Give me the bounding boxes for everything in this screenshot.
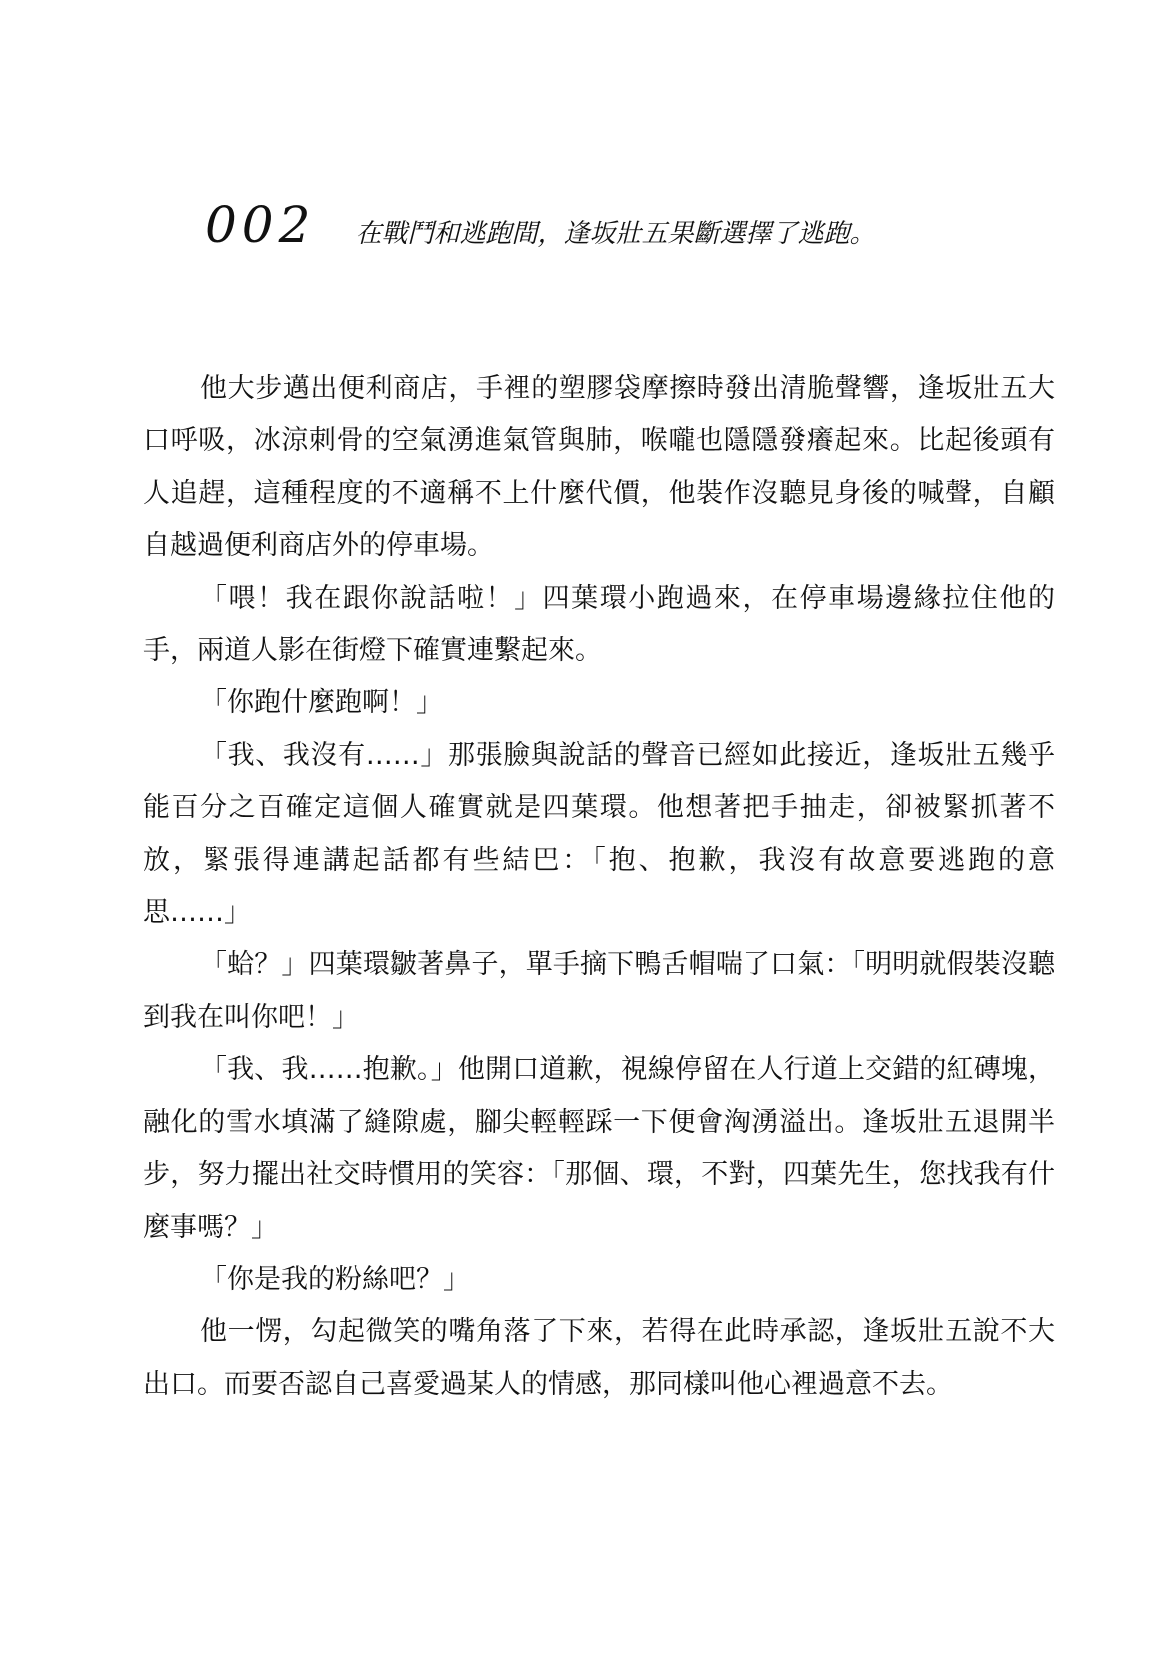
paragraph: 他一愣，勾起微笑的嘴角落了下來，若得在此時承認，逢坂壯五說不大出口。而要否認自己喜愛過某人的情感，那同樣叫他心裡過意不去。 [143, 1316, 1055, 1400]
paragraph: 「喂！我在跟你說話啦！」四葉環小跑過來，在停車場邊緣拉住他的手，兩道人影在街燈下確實連繫起來。 [143, 582, 1055, 667]
chapter-number: 002 [205, 196, 316, 254]
paragraph: 「我、我沒有……」那張臉與說話的聲音已經如此接近，逢坂壯五幾乎能百分之百確定這個人確實就是四葉環。他想著把手抽走，卻被緊抓著不放，緊張得連講起話都有些結巴：「抱、抱歉，我沒有故意要逃跑的意思……」 [143, 739, 1055, 929]
paragraph: 「你跑什麼跑啊！」 [200, 687, 443, 719]
paragraph: 「你是我的粉絲吧？」 [200, 1263, 470, 1295]
paragraph: 他大步邁出便利商店，手裡的塑膠袋摩擦時發出清脆聲響，逢坂壯五大口呼吸，冰涼刺骨的空氣湧進氣管與肺，喉嚨也隱隱發癢起來。比起後頭有人追趕，這種程度的不適稱不上什麼代價，他裝作沒聽見身後的喊聲，自顧自越過便利商店外的停車場。 [143, 373, 1055, 562]
chapter-title: 在戰鬥和逃跑間，逢坂壯五果斷選擇了逃跑。 [355, 219, 876, 249]
body-text [143, 363, 1055, 1411]
paragraph: 「我、我……抱歉。」他開口道歉，視線停留在人行道上交錯的紅磚塊，融化的雪水填滿了縫隙處，腳尖輕輕踩一下便會洶湧溢出。逢坂壯五退開半步，努力擺出社交時慣用的笑容：「那個、環，不對，四葉先生，您找我有什麼事嗎？」 [143, 1054, 1055, 1243]
chapter-header [205, 196, 1005, 270]
paragraph: 「蛤？」四葉環皺著鼻子，單手摘下鴨舌帽喘了口氣：「明明就假裝沒聽到我在叫你吧！」 [143, 949, 1055, 1033]
